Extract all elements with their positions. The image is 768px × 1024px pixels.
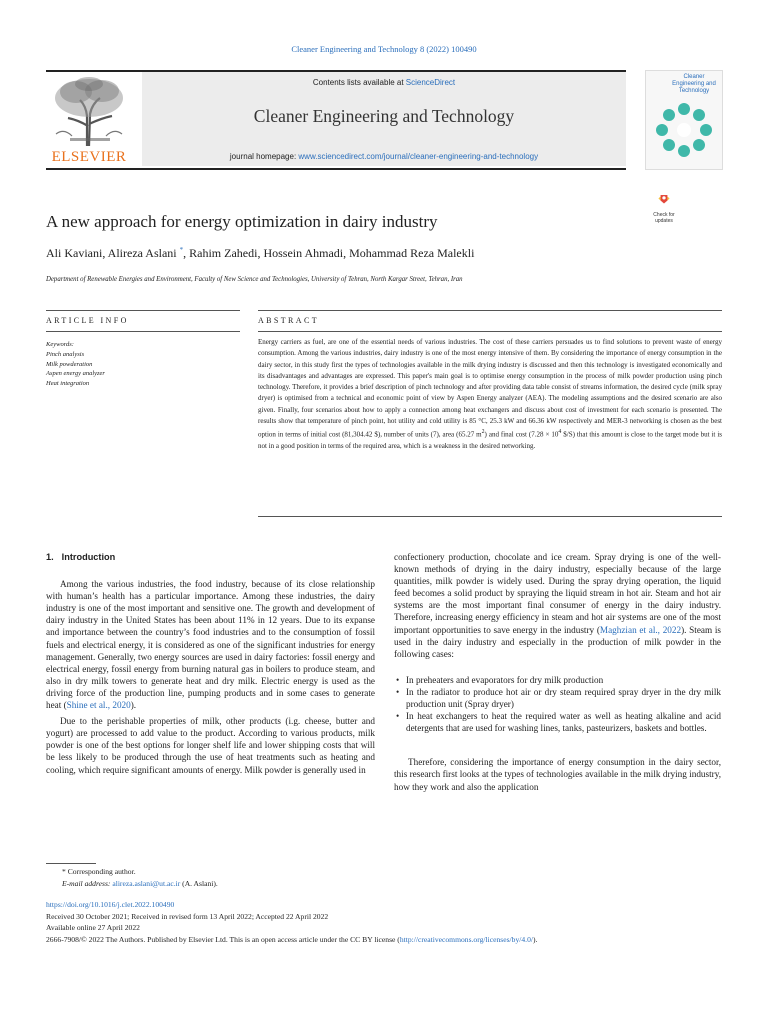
email-note — [46, 878, 218, 890]
publication-dates: Received 30 October 2021; Received in revised form 13 April 2022; Accepted 22 April 2022 — [46, 911, 329, 921]
list-item: • In the radiator to produce hot air or dry steam required spray dryer in the dry milk production unit (Spray dryer) — [394, 686, 721, 710]
journal-citation[interactable]: Cleaner Engineering and Technology 8 (2022) 100490 — [291, 44, 477, 54]
keywords-block — [46, 340, 105, 389]
publication-info — [46, 899, 537, 945]
license-suffix: ). — [532, 934, 538, 944]
article-title: A new approach for energy optimization in dairy industry — [46, 212, 438, 231]
license-prefix: 2666-7908/© 2022 The Authors. Published by Elsevier Ltd. This is an open access article under the CC BY license ( — [46, 934, 400, 944]
footnote-rule — [46, 863, 96, 864]
keyword-item: Heat integration — [46, 380, 90, 388]
abstract-superscript-1: 2 — [481, 429, 485, 436]
paragraph: Therefore, considering the importance of energy consumption in the dairy sector, this research first looks at the types of technologies available in the milk drying industry, how they work and also the application — [394, 757, 721, 792]
paragraph — [394, 551, 721, 660]
available-online: Available online 27 April 2022 — [46, 923, 140, 933]
authors-part1: Ali Kaviani, Alireza Aslani — [46, 246, 180, 260]
homepage-prefix: journal homepage: — [229, 152, 299, 161]
abstract-text-2: ) and final cost (7.28 × 10 — [484, 430, 559, 439]
list-item: • In heat exchangers to heat the required water as well as heating alkaline and acid detergents that are used for washing lines, tanks, pasteurizers, baskets and bottles. — [394, 710, 721, 734]
journal-homepage — [142, 152, 626, 161]
publisher-name: ELSEVIER — [51, 149, 127, 165]
section-number: 1. — [46, 552, 54, 562]
affiliation: Department of Renewable Energies and Environment, Faculty of New Science and Technologies, University of Tehran, North Kargar Street, Tehran, Iran — [46, 276, 463, 283]
keyword-item: Pinch analysis — [46, 350, 85, 358]
abstract-heading: ABSTRACT — [258, 316, 319, 325]
email-label: E-mail address: — [62, 878, 113, 888]
contents-prefix: Contents lists available at — [312, 78, 406, 87]
corresponding-author-note: * Corresponding author. — [62, 867, 136, 876]
citation-link[interactable]: Maghzian et al., 2022 — [599, 624, 682, 635]
paragraph-text-end: ). — [130, 700, 137, 711]
abstract-text-1: Energy carriers as fuel, are one of the essential needs of various industries. The cost of these carriers persuades us to find solutions to prevent waste of energy consumption. Among the various industries, dairy industry is one of the most energy intensive of them. By considering the importance of energy consumption in the dairy sector, in this study first the types of technologies available in the milk drying industry is discussed and then this technology is investigated economically and its disadvantages and advantages are expressed. This paper's main goal is to optimise energy consumption in the process of milk powder production using pinch technology. Therefore, it provides a brief description of pinch technology and after providing data table consist of streams information, the desired cycle (milk spray dryer) is optimised from a technical and economic point of view by Aspen Energy analyzer (AEA). The modeling assumptions and the desired scenario are also given. Finally, four scenarios about how to apply a connection among heat exchangers and discuss about cost of investment for each scenario is presented. The results show that temperature of pinch point, hot utility and cold utility is 85 °C, 25.3 kW and 66.36 kW respectively and MER-3 networking is chosen as the best option in terms of initial cost (81,304.42 $), number of units (7), area (65.27 m — [258, 338, 722, 439]
masthead-rule-bottom — [46, 168, 626, 170]
keywords-label: Keywords: — [46, 341, 74, 348]
section-heading-introduction — [46, 551, 375, 563]
license-line — [46, 934, 537, 946]
keyword-item: Aspen energy analyzer — [46, 370, 105, 378]
bullet-list — [394, 674, 721, 734]
article-info-rule — [46, 310, 240, 311]
paragraph-text: confectionery production, chocolate and ice cream. Spray drying is one of the well-known methods of drying in the dairy industry, especially because of the large quantities, milk powder is widely used. During the spray drying operation, the liquid feed becomes a solid product by spraying the liquid stream in hot air. Steam and hot air systems are the most important final consumer of energy in the dairy industry. Therefore, increasing energy efficiency in steam and hot air systems are one of the most important opportunities to save energy in the industry ( — [394, 552, 721, 635]
homepage-link[interactable]: www.sciencedirect.com/journal/cleaner-engineering-and-technology — [298, 152, 539, 161]
abstract-rule-lower — [258, 331, 722, 332]
paragraph-text: Among the various industries, the food industry, because of its close relationship with human’s health has a particular importance. Among these industries, the dairy industry is one of the most important and sensitive one. The growth and development of dairy industry in the United States has been about 11% in 12 years. Due to its expanse and importance between the country’s food industries and to the consumption of fossil fuels and electrical energy, it is considered as one of the significant industries for energy management. Generally, two energy sources are used in dairy factories: fossil energy and electrical energy, fossil energy from burning natural gas in boilers to produce steam, and also in dry milk towers to generate heat and dry milk. Electric energy is used as the driving force of the production line, pumping products and in some cases to generate heat ( — [46, 579, 375, 711]
citation-link[interactable]: Shine et al., 2020 — [66, 700, 131, 711]
journal-cover-thumbnail[interactable] — [645, 70, 723, 170]
article-info-rule-lower — [46, 331, 240, 332]
abstract-bottom-rule — [258, 516, 722, 517]
publisher-logo[interactable] — [46, 76, 132, 166]
sciencedirect-link[interactable]: ScienceDirect — [405, 78, 456, 87]
author-list — [46, 246, 474, 261]
paragraph-text-end: ). Steam is used in the dairy industry and especially in the production of milk powder in the following cases: — [394, 624, 722, 659]
elsevier-tree-icon — [50, 76, 128, 148]
keyword-item: Milk powderation — [46, 360, 93, 368]
cover-sunburst-icon — [652, 99, 716, 163]
check-for-updates-badge[interactable] — [646, 194, 682, 230]
authors-part2: , Rahim Zahedi, Hossein Ahmadi, Mohammad Reza Malekli — [183, 246, 475, 260]
body-column-right — [394, 551, 721, 793]
doi-link[interactable]: https://doi.org/10.1016/j.clet.2022.100490 — [46, 900, 175, 909]
footnotes — [46, 866, 218, 889]
crossmark-label — [646, 213, 682, 224]
list-item: • In preheaters and evaporators for dry milk production — [394, 674, 721, 686]
crossmark-label-line1: Check for — [653, 212, 675, 218]
paragraph: Due to the perishable properties of milk, other products (i.g. cheese, butter and yogurt) are processed to add value to the product. According to various products, milk powder is one of the best options for longer shelf life and lower shipping costs that will be less likely to be produced through the use of heat treatments such as heating and cooling, which require significant amounts of energy. Milk powder is generally used in — [46, 716, 375, 775]
license-link[interactable]: http://creativecommons.org/licenses/by/4.0/ — [399, 934, 533, 944]
cover-title: Cleaner Engineering and Technology — [672, 74, 716, 94]
section-title: Introduction — [61, 552, 116, 562]
crossmark-icon — [646, 194, 682, 214]
crossmark-label-line2: updates — [655, 217, 673, 224]
corresponding-author-mark[interactable]: * — [179, 246, 184, 254]
body-column-left — [46, 551, 375, 776]
abstract-text-3: $/S) that this amount is close to the target mode but it is not in a good position in terms of the required area, which is a weakness in the desired networking. — [258, 430, 723, 450]
contents-line — [142, 78, 626, 87]
email-link[interactable]: alireza.aslani@ut.ac.ir — [112, 878, 181, 888]
email-suffix: (A. Aslani). — [180, 878, 218, 888]
abstract-rule — [258, 310, 722, 311]
masthead-box — [142, 72, 626, 166]
paragraph — [46, 578, 375, 711]
abstract-text — [258, 337, 722, 452]
article-info-heading: ARTICLE INFO — [46, 316, 129, 325]
abstract-superscript-2: 4 — [558, 429, 562, 436]
journal-title: Cleaner Engineering and Technology — [253, 106, 515, 126]
